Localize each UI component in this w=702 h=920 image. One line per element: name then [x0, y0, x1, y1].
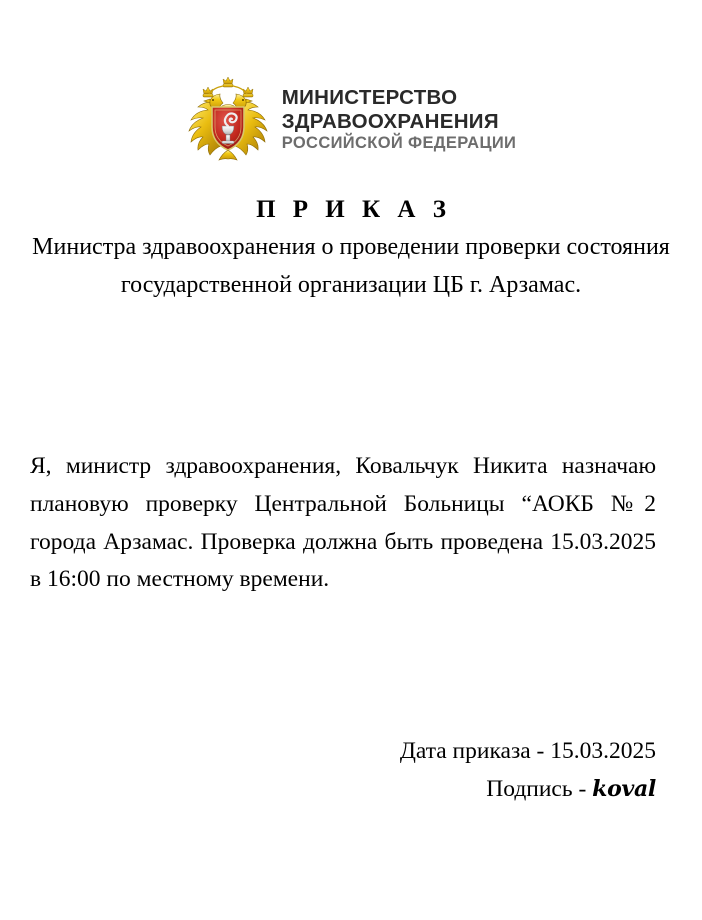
page-title: П Р И К А З	[256, 196, 452, 223]
document-subtitle: Министра здравоохранения о проведении проверки состояния государственной организации ЦБ г. Арзамас.	[32, 234, 670, 299]
russian-coat-of-arms-with-medical-shield-icon	[186, 74, 270, 166]
signature-label: Подпись -	[486, 776, 593, 803]
signature-block	[30, 732, 656, 808]
order-date-line	[30, 732, 656, 770]
signature-value: koval	[592, 776, 656, 803]
order-date-label: Дата приказа -	[399, 738, 551, 764]
ministry-line-2: ЗДРАВООХРАНЕНИЯ	[281, 109, 499, 133]
title-block	[30, 194, 672, 305]
order-paragraph: Я, министр здравоохранения, Ковальчук Никита назначаю плановую проверку Центральной Больницы “АОКБ №2 города Арзамас. Проверка должна быть проведена 15.03.2025 в 16:00 по местному времени.	[30, 453, 656, 593]
letterhead	[0, 74, 702, 166]
ministry-line-3: РОССИЙСКОЙ ФЕДЕРАЦИИ	[281, 134, 517, 153]
ministry-name	[282, 88, 517, 152]
order-date-value: 15.03.2025	[550, 738, 656, 764]
signature-line	[30, 770, 656, 808]
document-body	[30, 448, 656, 599]
ministry-line-1: МИНИСТЕРСТВО	[281, 86, 458, 110]
